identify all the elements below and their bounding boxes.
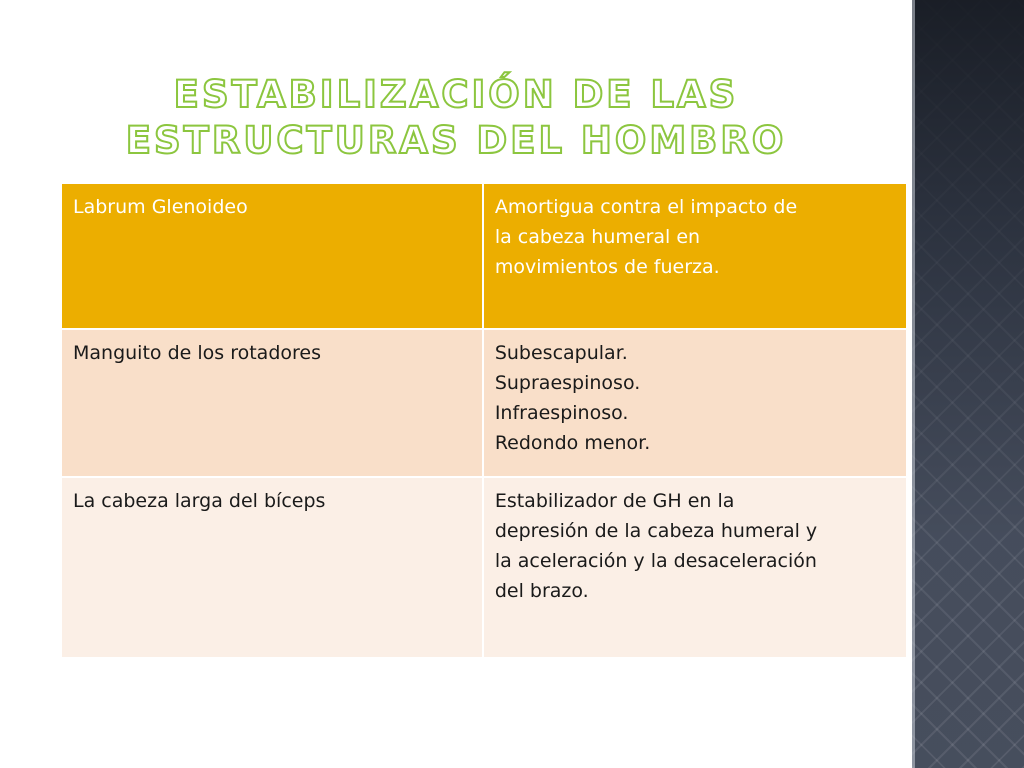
description-line: depresión de la cabeza humeral y [494, 520, 818, 542]
structure-cell: Labrum Glenoideo [61, 183, 483, 329]
description-line: Infraespinoso. [494, 402, 629, 424]
description-line: la cabeza humeral en [494, 226, 701, 248]
decorative-side-panel [912, 0, 1024, 768]
table-row [61, 477, 907, 658]
description-cell [483, 329, 907, 477]
structure-cell: Manguito de los rotadores [61, 329, 483, 477]
description-line: movimientos de fuerza. [494, 256, 720, 278]
description-line: Subescapular. [494, 342, 628, 364]
structure-cell: La cabeza larga del bíceps [61, 477, 483, 658]
description-line: Amortigua contra el impacto de [494, 196, 798, 218]
description-line: Redondo menor. [494, 432, 651, 454]
description-line: la aceleración y la desaceleración [494, 550, 817, 572]
slide-title: ESTABILIZACIÓN DE LAS ESTRUCTURAS DEL HOMBRO [125, 73, 787, 162]
description-line: del brazo. [494, 580, 589, 602]
table-row [61, 183, 907, 329]
shoulder-structures-table [60, 182, 908, 659]
description-cell [483, 183, 907, 329]
description-cell [483, 477, 907, 658]
description-line: Estabilizador de GH en la [494, 490, 735, 512]
table-row [61, 329, 907, 477]
description-line: Supraespinoso. [494, 372, 641, 394]
